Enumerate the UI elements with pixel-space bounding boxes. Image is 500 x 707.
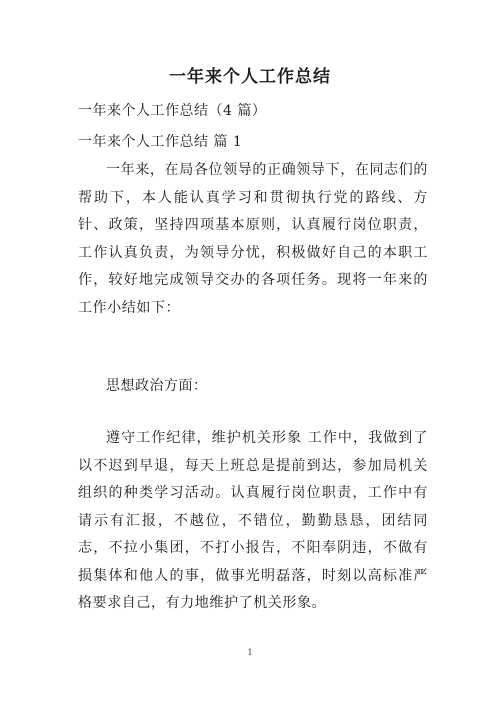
section-title: 一年来个人工作总结 篇 1 [78,134,243,150]
document-title: 一年来个人工作总结 [169,67,331,87]
paragraph-discipline: 遵守工作纪律，维护机关形象 工作中，我做到了以不迟到早退，每天上班总是提前到达，参加局机关组织的种类学习活动。认真履行岗位职责，工作中有请示有汇报，不越位，不错位，勤勤恳恳，团结同志，不拉小集团，不打小报告，不阳奉阴违，不做有损集体和他人的事，做事光明磊落，时刻以高标准严格要求自己，有力地维护了机关形象。 [78,430,428,611]
page-number: 1 [247,648,253,657]
heading-political: 思想政治方面： [106,378,208,394]
paragraph-intro: 一年来，在局各位领导的正确领导下，在同志们的帮助下，本人能认真学习和贯彻执行党的路线、方针、政策，坚持四项基本原则，认真履行岗位职责，工作认真负责，为领导分忧，积极做好自己的本职工作，较好地完成领导交办的各项任务。现将一年来的工作小结如下： [78,162,428,316]
document-subtitle: 一年来个人工作总结（4 篇） [78,103,267,119]
